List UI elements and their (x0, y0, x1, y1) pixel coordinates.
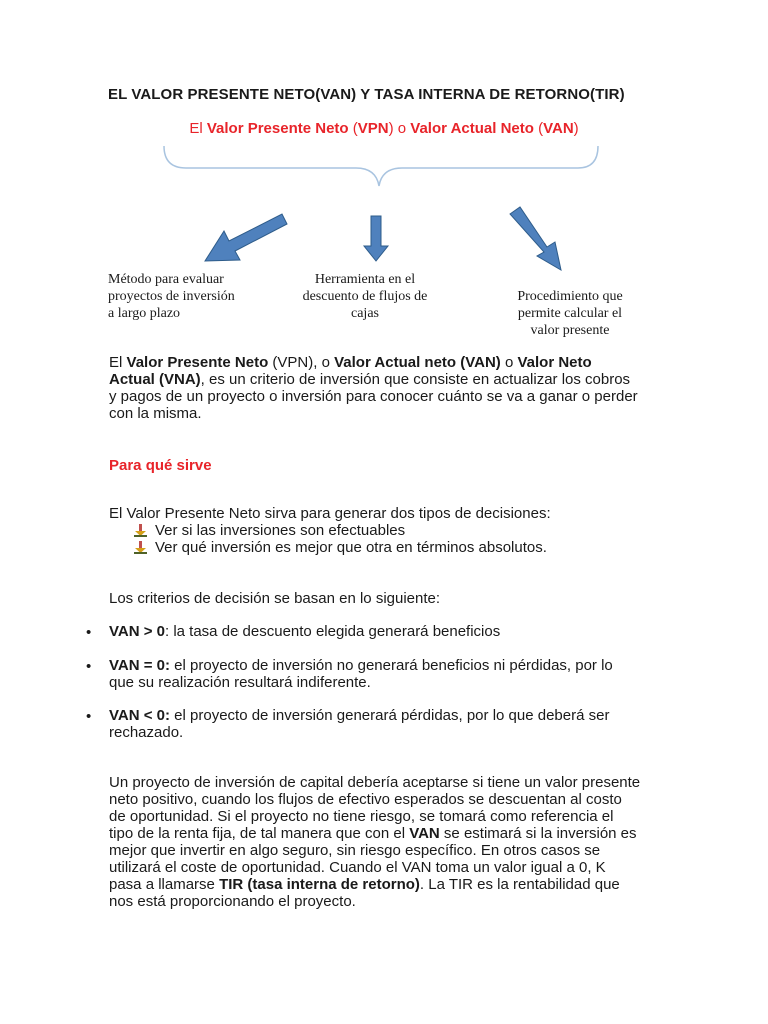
criterion-label: VAN < 0: (109, 707, 170, 724)
closing-line: Un proyecto de inversión de capital debería aceptarse si tiene un valor presente (109, 774, 641, 791)
box-line: Método para evaluar (108, 272, 224, 287)
criterion-line (109, 707, 669, 724)
criterion-van-positive (109, 623, 669, 640)
text: pasa a llamarse (109, 876, 220, 893)
intro-paragraph (109, 354, 669, 422)
text: El (109, 354, 127, 371)
criterion-line (109, 657, 669, 674)
bold-term: TIR (tasa interna de retorno) (219, 876, 420, 893)
criterion-line: rechazado. (109, 724, 184, 741)
box-line: Procedimiento que (517, 289, 623, 304)
list-item (134, 539, 634, 556)
page-title: EL VALOR PRESENTE NETO(VAN) Y TASA INTERNA DE RETORNO(TIR) (108, 86, 625, 103)
subtitle-text: El (189, 120, 207, 137)
box-line: valor presente (530, 323, 610, 338)
bullet-dot: • (86, 658, 92, 675)
text: . La TIR es la rentabilidad que (419, 876, 620, 893)
arrow-down-icon (364, 216, 388, 261)
box-line: proyectos de inversión (108, 289, 235, 304)
closing-line: de oportunidad. Si el proyecto no tiene riesgo, se tomará como referencia el (109, 808, 614, 825)
arrow-down-left-icon (205, 214, 287, 261)
list-item-text: Ver qué inversión es mejor que otra en términos absolutos. (155, 539, 547, 556)
criterion-label: VAN > 0 (109, 623, 165, 640)
arrow-bullet-icon (134, 541, 147, 554)
intro-line: con la misma. (109, 405, 202, 422)
criterion-van-zero (109, 657, 669, 691)
list-item-text: Ver si las inversiones son efectuables (155, 522, 406, 539)
criterion-text: el proyecto de inversión no generará beneficios ni pérdidas, por lo (170, 657, 613, 674)
diagram-box-tool (290, 271, 440, 322)
text: (VPN), o (268, 354, 335, 371)
criterion-text: el proyecto de inversión generará pérdidas, por lo que deberá ser (170, 707, 610, 724)
closing-paragraph (109, 774, 669, 910)
closing-line: nos está proporcionando el proyecto. (109, 893, 356, 910)
bold-term: Valor Actual neto (VAN) (334, 354, 501, 371)
closing-line (109, 825, 669, 842)
criterion-line (109, 623, 669, 640)
subtitle-text: ) o (388, 120, 411, 137)
subtitle-bold-vpn-name: Valor Presente Neto (206, 120, 349, 137)
box-line: cajas (351, 306, 379, 321)
criteria-lead: Los criterios de decisión se basan en lo siguiente: (109, 590, 441, 607)
bullet-dot: • (86, 624, 92, 641)
closing-line (109, 876, 669, 893)
subtitle-bold-van-name: Valor Actual Neto (410, 120, 534, 137)
bold-term: Actual (VNA) (109, 371, 201, 388)
subtitle-bold-vpn: VPN (357, 120, 389, 137)
closing-line: neto positivo, cuando los flujos de efectivo esperados se descuentan al costo (109, 791, 622, 808)
bold-term: Valor Neto (517, 354, 592, 371)
criterion-label: VAN = 0: (109, 657, 170, 674)
box-line: descuento de flujos de (302, 289, 428, 304)
criterion-line: que su realización resultará indiferente. (109, 674, 371, 691)
text: tipo de la renta fija, de tal manera que con el (109, 825, 410, 842)
text: se estimará si la inversión es (439, 825, 637, 842)
arrow-down-right-icon (510, 207, 561, 270)
arrow-bullet-icon (134, 524, 147, 537)
subtitle-text: ( (348, 120, 358, 137)
intro-line (109, 354, 669, 371)
box-line: Herramienta en el (314, 272, 416, 287)
box-line: permite calcular el (517, 306, 623, 321)
text: o (500, 354, 518, 371)
closing-line: utilizará el coste de oportunidad. Cuando el VAN toma un valor igual a 0, K (109, 859, 606, 876)
intro-line: y pagos de un proyecto o inversión para conocer cuánto se va a ganar o perder (109, 388, 638, 405)
diagram-box-method (108, 271, 268, 322)
subtitle-text: ) (573, 120, 579, 137)
bullet-dot: • (86, 708, 92, 725)
intro-line (109, 371, 669, 388)
criterion-text: : la tasa de descuento elegida generará beneficios (165, 623, 501, 640)
diagram-box-procedure (500, 288, 640, 339)
concept-diagram (0, 0, 768, 280)
subtitle-bold-van: VAN (543, 120, 574, 137)
section-heading: Para qué sirve (109, 457, 212, 474)
bold-term: VAN (409, 825, 440, 842)
curly-brace (164, 146, 598, 186)
list-item (134, 522, 634, 539)
bold-term: Valor Presente Neto (126, 354, 269, 371)
subtitle-text: ( (533, 120, 544, 137)
closing-line: mejor que invertir en algo seguro, sin riesgo específico. En otros casos se (109, 842, 601, 859)
text: , es un criterio de inversión que consiste en actualizar los cobros (200, 371, 631, 388)
criterion-van-negative (109, 707, 669, 741)
decisions-lead: El Valor Presente Neto sirva para generar dos tipos de decisiones: (109, 505, 551, 522)
box-line: a largo plazo (108, 306, 181, 321)
